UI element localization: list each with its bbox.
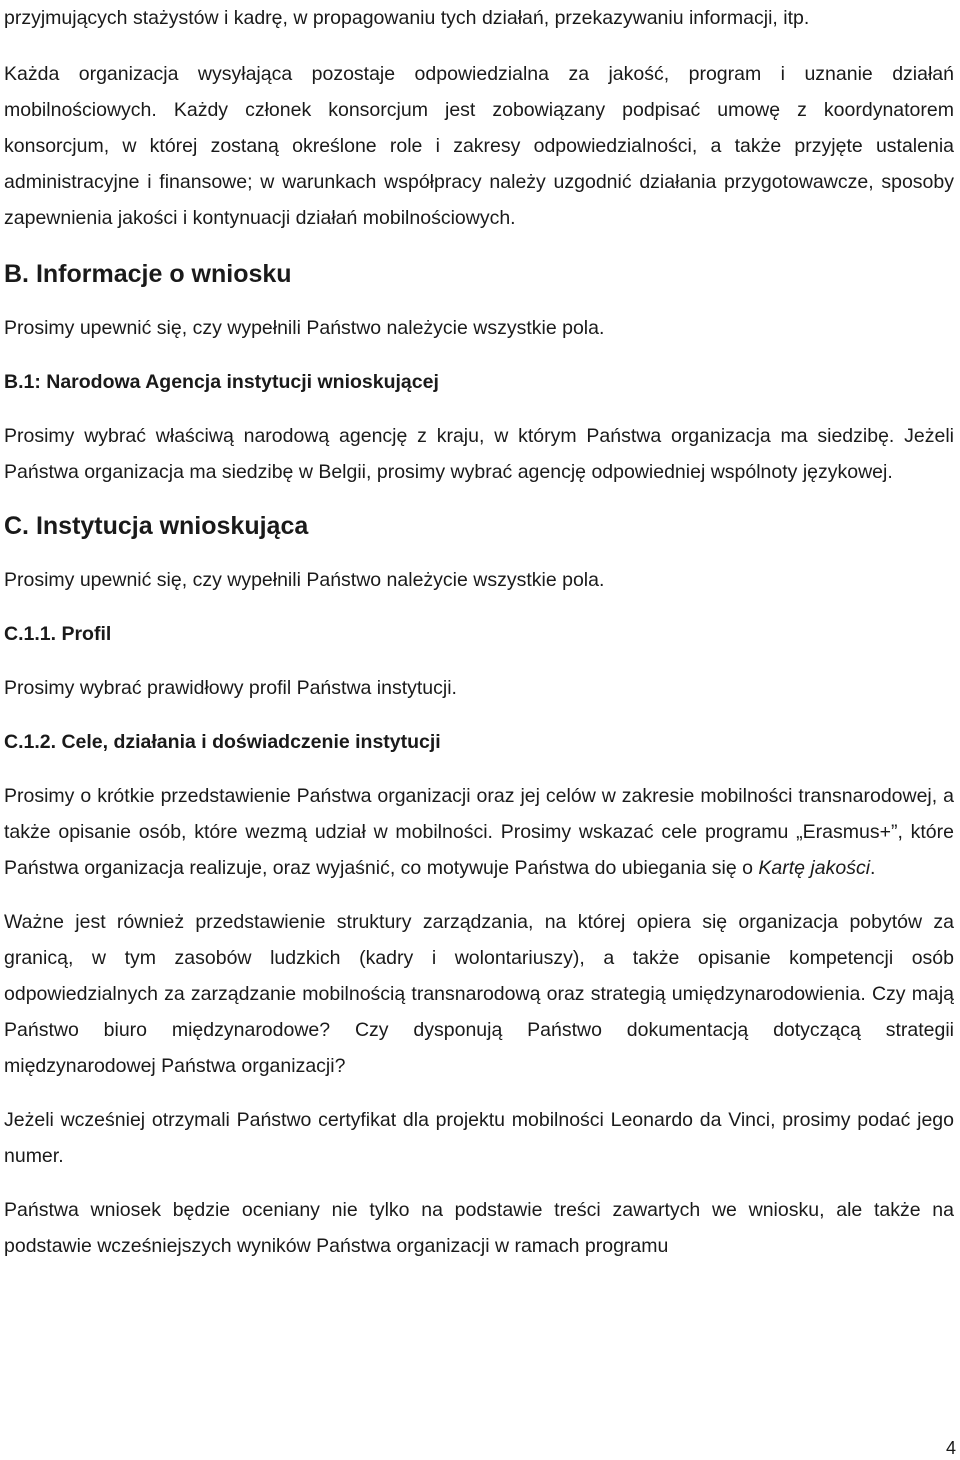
heading-section-b: B. Informacje o wniosku (4, 260, 292, 288)
paragraph-section-c11: Prosimy wybrać prawidłowy profil Państwa instytucji. (4, 677, 457, 699)
heading-section-c: C. Instytucja wnioskująca (4, 512, 309, 540)
paragraph-certificate: Jeżeli wcześniej otrzymali Państwo certyfikat dla projektu mobilności Leonardo da Vinci, prosimy podać jego numer. (4, 1109, 954, 1167)
paragraph-management-structure: Ważne jest również przedstawienie struktury zarządzania, na której opiera się organizacja pobytów za granicą, w tym zasobów ludzkich (kadry i wolontariuszy), a także opisanie kompetencji osób odpowiedzialnych za zarządzanie mobilnością transnarodową oraz strategią umiędzynarodowienia. Czy mają Państwo biuro międzynarodowe? Czy dysponują Państwo dokumentacją dotyczącą strategii międzynarodowej Państwa organizacji? (4, 911, 954, 1077)
heading-section-b1: B.1: Narodowa Agencja instytucji wnioskującej (4, 371, 439, 393)
paragraph-c12-text: Prosimy o krótkie przedstawienie Państwa organizacji oraz jej celów w zakresie mobilności transnarodowej, a także opisanie osób, które wezmą udział w mobilności. Prosimy wskazać cele programu „Erasmus+”, które Państwa organizacja realizuje, oraz wyjaśnić, co motywuje Państwa do ubiegania się o (4, 785, 954, 879)
document-page (4, 0, 954, 1264)
paragraph-section-b1: Prosimy wybrać właściwą narodową agencję z kraju, w którym Państwa organizacja ma siedzibę. Jeżeli Państwa organizacja ma siedzibę w Belgii, prosimy wybrać agencję odpowiedniej wspólnoty językowej. (4, 425, 954, 483)
paragraph-evaluation: Państwa wniosek będzie oceniany nie tylko na podstawie treści zawartych we wniosku, ale także na podstawie wcześniejszych wyników Państwa organizacji w ramach programu (4, 1199, 954, 1257)
paragraph-section-b: Prosimy upewnić się, czy wypełnili Państwo należycie wszystkie pola. (4, 317, 605, 339)
paragraph-c12-emphasis: Kartę jakości (758, 857, 871, 879)
heading-section-c11: C.1.1. Profil (4, 623, 112, 645)
paragraph-section-c12 (4, 778, 954, 886)
paragraph-intro-continuation: przyjmujących stażystów i kadrę, w propagowaniu tych działań, przekazywaniu informacji, itp. (4, 7, 810, 29)
page-number: 4 (945, 1438, 956, 1458)
paragraph-c12-end: . (870, 857, 876, 879)
heading-section-c12: C.1.2. Cele, działania i doświadczenie instytucji (4, 731, 441, 753)
paragraph-organization-responsibility: Każda organizacja wysyłająca pozostaje odpowiedzialna za jakość, program i uznanie działań mobilnościowych. Każdy członek konsorcjum jest zobowiązany podpisać umowę z koordynatorem konsorcjum, w której zostaną określone role i zakresy odpowiedzialności, a także przyjęte ustalenia administracyjne i finansowe; w warunkach współpracy należy uzgodnić działania przygotowawcze, sposoby zapewnienia jakości i kontynuacji działań mobilnościowych. (4, 63, 954, 229)
paragraph-section-c: Prosimy upewnić się, czy wypełnili Państwo należycie wszystkie pola. (4, 569, 605, 591)
